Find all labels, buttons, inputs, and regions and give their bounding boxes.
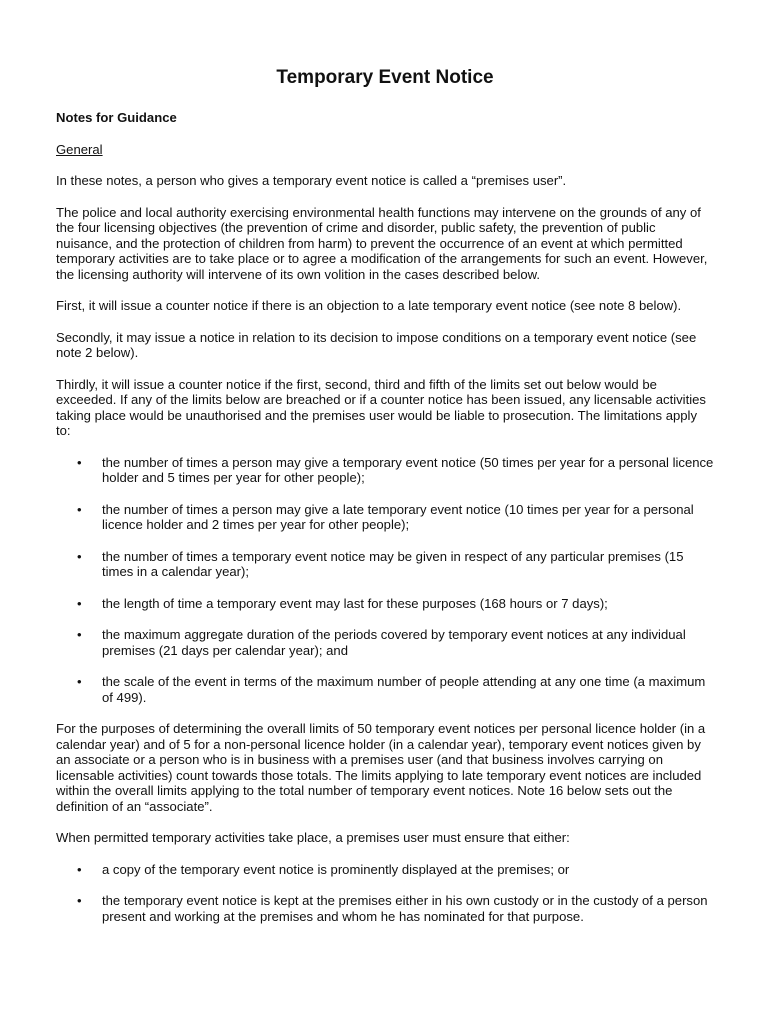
list-item-text: the temporary event notice is kept at the premises either in his own custody or in the custody of a person present and working at the premises and whom he has nominated for that purpose. xyxy=(102,893,708,924)
bullet-icon: • xyxy=(77,595,82,611)
bullet-icon: • xyxy=(77,627,82,642)
list-item-text: the number of times a person may give a temporary event notice (50 times per year for a personal licence holder and 5 times per year for other people); xyxy=(102,454,714,485)
paragraph-secondly: Secondly, it may issue a notice in relation to its decision to impose conditions on a temporary event notice (see note 2 below). xyxy=(56,329,697,360)
limits-list xyxy=(56,455,714,706)
display-options-list xyxy=(56,862,714,925)
list-item-text: the number of times a temporary event notice may be given in respect of any particular premises (15 times in a calendar year); xyxy=(102,548,684,579)
list-item xyxy=(56,627,714,658)
list-item-text: the number of times a person may give a late temporary event notice (10 times per year for a personal licence holder and 2 times per year for other people); xyxy=(102,501,694,532)
notes-heading: Notes for Guidance xyxy=(56,110,177,125)
list-item-text: the scale of the event in terms of the maximum number of people attending at any one time (a maximum of 499). xyxy=(102,674,706,705)
paragraph-premises-user: In these notes, a person who gives a temporary event notice is called a “premises user”. xyxy=(56,173,567,188)
list-item-text: the length of time a temporary event may last for these purposes (168 hours or 7 days); xyxy=(102,595,608,611)
list-item xyxy=(56,893,714,924)
list-item-text: a copy of the temporary event notice is prominently displayed at the premises; or xyxy=(102,861,570,877)
list-item xyxy=(56,862,714,878)
paragraph-thirdly: Thirdly, it will issue a counter notice if the first, second, third and fifth of the limits set out below would be exceeded. If any of the limits below are breached or if a counter notice has been issued, any licensable activities taking place would be unauthorised and the premises user would be liable to prosecution. The limitations apply to: xyxy=(56,376,706,438)
paragraph-overall-limits: For the purposes of determining the overall limits of 50 temporary event notices per personal licence holder (in a calendar year) and of 5 for a non-personal licence holder (in a calendar year), temporary event notices given by an associate or a person who is in business with a premises user (and that business involves carrying on licensable activities) count towards those totals. The limits applying to late temporary event notices are included within the overall limits applying to the total number of temporary event notices. Note 16 below sets out the definition of an “associate”. xyxy=(56,721,706,814)
list-item xyxy=(56,674,714,705)
bullet-icon: • xyxy=(77,501,82,517)
bullet-icon: • xyxy=(77,454,82,470)
paragraph-intervention: The police and local authority exercising environmental health functions may intervene on the grounds of any of the four licensing objectives (the prevention of crime and disorder, public safety, the prevention of public nuisance, and the protection of children from harm) to prevent the occurrence of an event at which permitted temporary activities are to take place or to agree a modification of the arrangements for such an event. However, the licensing authority will intervene of its own volition in the cases described below. xyxy=(56,204,708,282)
bullet-icon: • xyxy=(77,861,82,877)
list-item xyxy=(56,455,714,486)
paragraph-display-requirement: When permitted temporary activities take place, a premises user must ensure that either: xyxy=(56,830,570,845)
paragraph-first: First, it will issue a counter notice if there is an objection to a late temporary event notice (see note 8 below). xyxy=(56,298,682,313)
list-item xyxy=(56,596,714,612)
bullet-icon: • xyxy=(77,893,82,908)
document-title: Temporary Event Notice xyxy=(276,67,494,88)
general-heading: General xyxy=(56,141,103,157)
bullet-icon: • xyxy=(77,674,82,689)
list-item xyxy=(56,502,714,533)
bullet-icon: • xyxy=(77,548,82,564)
list-item-text: the maximum aggregate duration of the periods covered by temporary event notices at any individual premises (21 days per calendar year); and xyxy=(102,627,686,658)
list-item xyxy=(56,549,714,580)
